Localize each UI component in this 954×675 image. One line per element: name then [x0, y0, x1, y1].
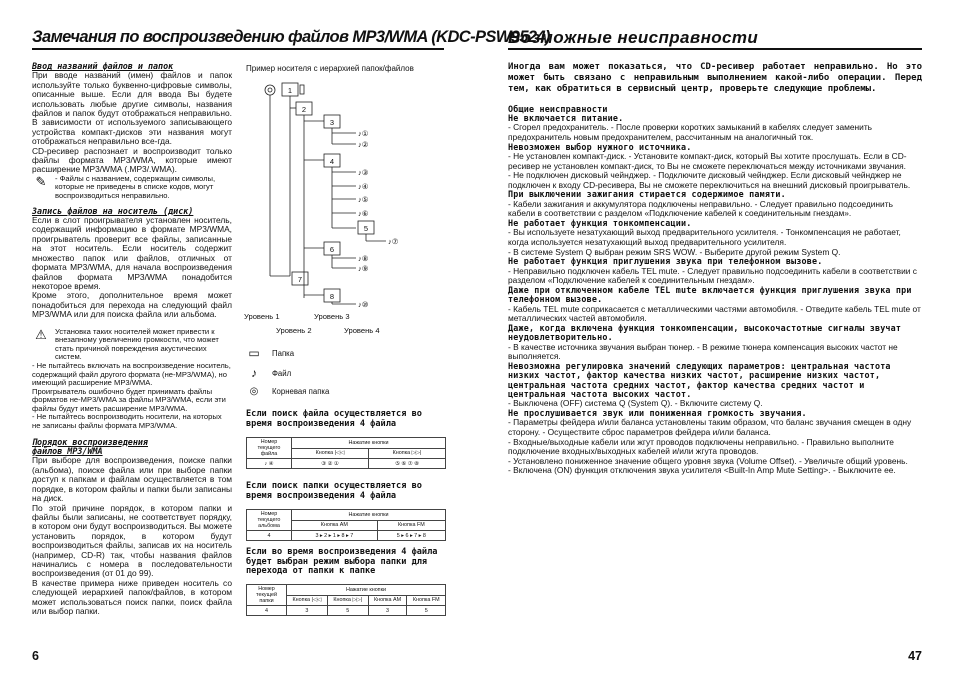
file-5-label: ♪⑤ [358, 195, 369, 204]
troubleshooting-item [508, 324, 922, 362]
table-header: Нажатие кнопки [287, 585, 446, 596]
problem-heading: Не прослушивается звук или пониженная громкость звучания. [508, 407, 807, 418]
table-cell: 5 ▸ 6 ▸ 7 ▸ 8 [377, 531, 445, 541]
folder-search-table [246, 509, 446, 541]
table-header: Номер текущей папки [247, 585, 287, 606]
right-page [477, 0, 954, 675]
note-text: - Файлы с названием, содержащим символы, которые не приведены в списке кодов, могут воспроизводиться неправильно. [55, 173, 216, 201]
file-9-label: ♪⑨ [358, 264, 369, 273]
paragraph: CD-ресивер распознает и воспроизводит только файлы формата MP3/WMA, которые имеют расширение MP3/WMA (.MP3/.WMA). [32, 145, 232, 175]
table-header: Кнопка AM [368, 595, 407, 606]
problem-heading: При выключении зажигания стирается содержимое памяти. [508, 189, 786, 200]
legend-file: ♪ Файл [246, 366, 329, 380]
problem-heading: Не работает функция приглушения звука при телефонном вызове. [508, 256, 823, 267]
table-header: Номер текущего альбома [247, 510, 292, 531]
solution-text: - Параметры фейдера и/или баланса установлены таким образом, что баланс звучания смещен в одну сторону. - Осуществите сброс параметров фейдера и/или баланса. [508, 417, 912, 437]
table-header: Кнопка |◁◁ [287, 595, 328, 606]
folder-2-number: 2 [301, 105, 307, 114]
paragraph: По этой причине порядок, в котором папки и файлы были записаны, не соответствует порядку, в котором они будут воспроизводиться. Вы можете установить порядок, в котором будут воспроизводиться файлы, записав их на носитель (например, CD-R) так, чтобы названия файлов начинались с номера в последовательности воспроизведения (от 01 до 99). [32, 502, 232, 579]
paragraph: При вводе названий (имен) файлов и папок используйте только буквенно-цифровые символы, описанные выше. Если для ввода Вы будете использовать любые другие символы, названия файлов и папок будут отображаться неправильно. В зависимости от используемого записывающего устройства компакт-дисков эти названия могут отображаться неправильно все-гда. [32, 70, 232, 147]
paragraph: - Не пытайтесь воспроизводить носители, на которых не записаны файлы формата MP3/WMA. [32, 412, 222, 431]
section-heading: файлов MP3/WMA [32, 446, 103, 457]
table-cell: 4 [247, 606, 287, 616]
diagram-caption: Пример носителя с иерархией папок/файлов [246, 64, 414, 73]
troubleshooting-item [508, 114, 922, 143]
problem-heading: Даже при отключенном кабеле TEL mute включается функция приглушения звука при телефонном вызове. [508, 284, 912, 305]
troubleshooting-item [508, 257, 922, 286]
troubleshooting-item [508, 362, 922, 409]
troubleshooting-item [508, 286, 922, 324]
table-cell: ⑤ ⑥ ⑦ ⑧ [369, 459, 446, 469]
file-6-label: ♪⑥ [358, 209, 369, 218]
page-number: 47 [908, 649, 922, 663]
file-1-label: ♪① [358, 129, 369, 138]
warning-icon: ⚠ [35, 326, 47, 342]
file-8-label: ♪⑧ [358, 254, 369, 263]
diagram-legend [246, 346, 329, 403]
table-header: Кнопка |◁◁ [292, 448, 369, 459]
right-title-rule [508, 48, 922, 50]
table-cell: 3 [368, 606, 407, 616]
table-cell: 3 [287, 606, 328, 616]
level-1-label: Уровень 1 [244, 312, 280, 321]
intro-paragraph: Иногда вам может показаться, что CD-ресивер работает неправильно. Но это может быть связано с неправильным выполнением какой-либо операции. Перед тем, как обратиться в сервисный центр, проверьте следующие проблемы. [508, 62, 922, 95]
folder-select-table [246, 584, 446, 616]
note [32, 175, 232, 201]
folder-3-number: 3 [329, 118, 335, 127]
solution-text: - Входные/выходные кабели или жгут проводов подключены неправильно. - Правильно выполните подключение входных/выходных кабелей и/или жгута проводов. [508, 436, 894, 457]
left-title-rule [32, 48, 444, 50]
warning-text: Установка таких носителей может привести к внезапному увеличению громкости, что может стать причиной повреждения акустических систем. [55, 326, 219, 362]
solution-text: - Кабели зажигания и аккумулятора подключены неправильно. - Следует правильно подсоединить кабели в соответствии с разделом «Подключение кабелей к соединительным гнездам». [508, 198, 893, 219]
solution-text: - Выключена (OFF) система Q (System Q). - Включите систему Q. [508, 398, 763, 409]
folder-icon: ▭ [248, 346, 260, 360]
file-search-caption: Если поиск файла осуществляется во время воспроизведения 4 файла [246, 409, 422, 429]
file-search-table [246, 437, 446, 469]
level-2-label: Уровень 2 [276, 326, 312, 335]
right-text-column [508, 62, 922, 476]
folder-7-number: 7 [297, 275, 303, 284]
section-heading: Ввод названий файлов и папок [32, 61, 174, 71]
section-heading: Порядок воспроизведения [32, 436, 148, 447]
general-heading: Общие неисправности [508, 103, 608, 114]
problem-heading: Невозможна регулировка значений следующих параметров: центральная частота низких частот, фактор качества низких частот, расширение низких частот, центральная частота средних частот, фактор качества средних частот и центральная частота высоких частот. [508, 360, 891, 399]
troubleshooting-item [508, 143, 922, 191]
solution-text: - Сгорел предохранитель. - После проверки коротких замыканий в кабелях следует заменить предохранитель новым предохранителем, рассчитанным на аналогичный ток. [508, 122, 873, 143]
right-title: Возможные неисправности [508, 28, 759, 47]
solution-text: - В системе System Q выбран режим SRS WOW. - Выберите другой режим System Q. [508, 246, 841, 257]
memo-icon: ✎ [35, 173, 47, 189]
file-7-label: ♪⑦ [388, 237, 399, 246]
file-2-label: ♪② [358, 140, 369, 149]
folder-hierarchy-diagram [246, 76, 446, 336]
table-header: Нажатие кнопки [292, 438, 446, 449]
legend-root: ◎ Корневая папка [246, 386, 329, 397]
table-cell: ♪ ④ [247, 459, 292, 469]
troubleshooting-item [508, 190, 922, 219]
solution-text: - Не подключен дисковый чейнджер. - Подключите дисковый чейнджер. Если дисковый чейнджер не подключен к входу CD-ресивера, Вы не сможете переключиться на внешний дисковый проигрыватель. [508, 170, 911, 190]
page-number: 6 [32, 649, 39, 663]
left-title: Замечания по воспроизведению файлов MP3/WMA (KDC-PSW9524) [32, 28, 550, 46]
paragraph: В качестве примера ниже приведен носитель со следующей иерархией папок/файлов, в котором может использоваться поиск папки, поиск файла или выбор папки. [32, 577, 232, 616]
problem-heading: Даже, когда включена функция тонкомпенсации, высокочастотные сигналы звучат неудовлетворительно. [508, 322, 902, 343]
folder-6-number: 6 [329, 245, 335, 254]
paragraph: Если в слот проигрывателя установлен носитель, содержащий информацию в формате MP3/WMA, проигрыватель проверит все файлы, записанные на этот носитель. Если носитель содержит множество папок или файлов, отличных от формата MP3/WMA, для начала воспроизведения файлов формата MP3/WMA понадобится некоторое время. [32, 215, 232, 291]
level-4-label: Уровень 4 [344, 326, 380, 335]
folder-4-number: 4 [329, 157, 335, 166]
table-cell: 3 ▸ 2 ▸ 1 ▸ 8 ▸ 7 [292, 531, 378, 541]
table-cell: 5 [407, 606, 446, 616]
table-header: Нажатие кнопки [292, 510, 446, 521]
troubleshooting-list [508, 114, 922, 476]
paragraph: Кроме этого, дополнительное время может понадобиться для перехода на следующий файл MP3/WMA или для поиска файла или альбома. [32, 290, 232, 320]
level-3-label: Уровень 3 [314, 312, 350, 321]
solution-text: - Вы используете незатухающий выход предварительного усилителя. - Тонкомпенсация не работает, когда используется незатухающий выход предварительного усилителя. [508, 227, 901, 247]
table-header: Кнопка FM [377, 520, 445, 531]
folder-search-caption: Если поиск папки осуществляется во время воспроизведения 4 файла [246, 481, 422, 501]
solution-text: - Неправильно подключен кабель TEL mute. - Следует правильно подсоединить кабели в соответствии с разделом «Подключение кабелей к соединительным гнездам». [508, 265, 917, 286]
folder-select-caption: Если во время воспроизведения 4 файла будет выбран режим выбора папки для перехода от папки к папке [246, 547, 438, 577]
solution-text: - Включена (ON) функция отключения звука усилителя <Built-In Amp Mute Setting>. - Выключите ее. [508, 465, 896, 476]
folder-5-number: 5 [363, 224, 369, 233]
left-text-column [32, 62, 232, 616]
table-cell: ③ ② ① [292, 459, 369, 469]
table-header: Номер текущего файла [247, 438, 292, 459]
folder-1-number: 1 [287, 86, 293, 95]
folder-8-number: 8 [329, 292, 335, 301]
paragraph: При выборе для воспроизведения, поиске папки (альбома), поиске файла или при выборе папки доступ к папкам и файлам осуществляется в том порядке, в котором файлы и папки были записаны на диск. [32, 455, 232, 504]
table-header: Кнопка ▷▷| [327, 595, 368, 606]
troubleshooting-item [508, 409, 922, 476]
music-note-icon: ♪ [251, 366, 257, 380]
file-3-label: ♪③ [358, 168, 369, 177]
problem-heading: Невозможен выбор нужного источника. [508, 141, 692, 152]
table-cell: 4 [247, 531, 292, 541]
warning-note [32, 328, 232, 362]
file-10-label: ♪⑩ [358, 300, 369, 309]
section-heading: Запись файлов на носитель (диск) [32, 205, 194, 216]
legend-folder: ▭ Папка [246, 346, 329, 360]
troubleshooting-item [508, 219, 922, 257]
table-cell: 5 [327, 606, 368, 616]
problem-heading: Не работает функция тонкомпенсации. [508, 217, 692, 228]
root-folder-icon: ◎ [249, 386, 259, 397]
table-header: Кнопка FM [407, 595, 446, 606]
problem-heading: Не включается питание. [508, 113, 624, 124]
solution-text: - В качестве источника звучания выбран тюнер. - В режиме тюнера компенсация высоких частот не выполняется. [508, 341, 898, 362]
file-4-label: ♪④ [358, 182, 369, 191]
paragraph: Проигрыватель ошибочно будет принимать файлы форматов не-MP3/WMA за файлы MP3/WMA, если эти файлы будут иметь расширение MP3/WMA. [32, 386, 226, 413]
solution-text: - Установлено пониженное значение общего уровня звука (Volume Offset). - Увеличьте общий уровень. [508, 455, 908, 466]
table-header: Кнопка ▷▷| [369, 448, 446, 459]
table-header: Кнопка AM [292, 520, 378, 531]
root-folder-icon [265, 85, 275, 95]
paragraph: - Не пытайтесь включать на воспроизведение носитель, содержащий файл другого формата (не-MP3/WMA), но имеющий расширение MP3/WMA. [32, 360, 231, 388]
solution-text: - Кабель TEL mute соприкасается с металлическими частями автомобиля. - Отведите кабель TEL mute от металлических частей автомобиля. [508, 303, 921, 324]
solution-text: - Не установлен компакт-диск. - Установите компакт-диск, который Вы хотите прослушать. Если в CD-ресивер не установлен компакт-диск, то Вы не сможете переключаться между источниками звучания. [508, 151, 907, 171]
